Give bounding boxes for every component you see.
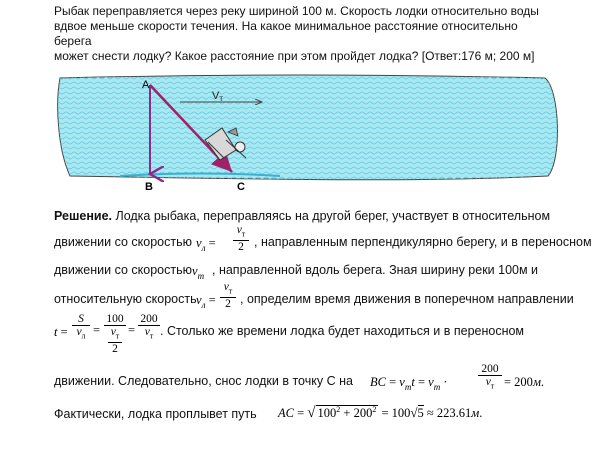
frac-vt-2-b: $v_т$ 2 xyxy=(220,281,236,310)
formula-bc-result: = 200м. xyxy=(504,375,545,389)
formula-t: t = xyxy=(54,325,68,339)
solution-line-1: Решение. Лодка рыбака, переправляясь на другой берег, участвует в относительном xyxy=(54,209,551,223)
frac-vt-2-a: $v_т$ 2 xyxy=(233,224,249,253)
solution-line-3b: , направленной вдоль берега. Зная ширину реки 100м и xyxy=(212,263,539,277)
frac-200-vt-b: 200 $v_т$ xyxy=(478,363,502,392)
solution-line-6: движении. Следовательно, снос лодки в точку С на xyxy=(54,374,353,388)
velocity-label: Vт xyxy=(212,90,224,103)
formula-vt: $v_т$ xyxy=(192,264,205,282)
solution-line-7: Фактически, лодка проплывет путь xyxy=(54,407,257,421)
formula-ac: AC = √ $100^2 + 200^2 = 100√5 \approx 223.61м$. xyxy=(278,404,483,421)
solution-line-4b: , определим время движения в поперечном направлении xyxy=(240,292,574,306)
solution-line-2: движении со скоростью xyxy=(54,235,192,249)
frac-100-vt2: 100 $v_т$ 2 xyxy=(104,313,126,352)
problem-line-1: Рыбак переправляется через реку шириной 100 м. Скорость лодки относительно воды xyxy=(54,4,539,18)
solution-line-3: движении со скоростью xyxy=(54,263,192,277)
formula-vl: $v_л$ = xyxy=(196,236,216,254)
point-b-label: B xyxy=(145,181,153,193)
solution-line-5b: . Столько же времени лодка будет находиться и в переносном xyxy=(160,324,525,338)
formula-vl-2: $v_л$ = xyxy=(196,293,216,311)
solution-line-2b: , направленным перпендикулярно берегу, и в переносном xyxy=(254,235,592,249)
frac-s-vl: S $v_л$ xyxy=(72,313,90,342)
river-figure xyxy=(0,0,600,200)
problem-line-3: может снести лодку? Какое расстояние при этом пройдет лодка? [Ответ:176 м; 200 м] xyxy=(54,49,535,63)
solution-heading: Решение. xyxy=(54,209,113,223)
frac-200-vt: 200 $v_т$ xyxy=(138,313,160,342)
formula-bc: BC = $v_тt = v_т$ · xyxy=(370,375,448,393)
problem-line-2: вдвое меньше скорости течения. На какое минимальное расстояние относительно берега xyxy=(54,19,518,48)
point-a-label: A xyxy=(142,79,150,91)
point-c-label: C xyxy=(237,181,245,193)
solution-line-4: относительную скорость xyxy=(54,292,197,306)
